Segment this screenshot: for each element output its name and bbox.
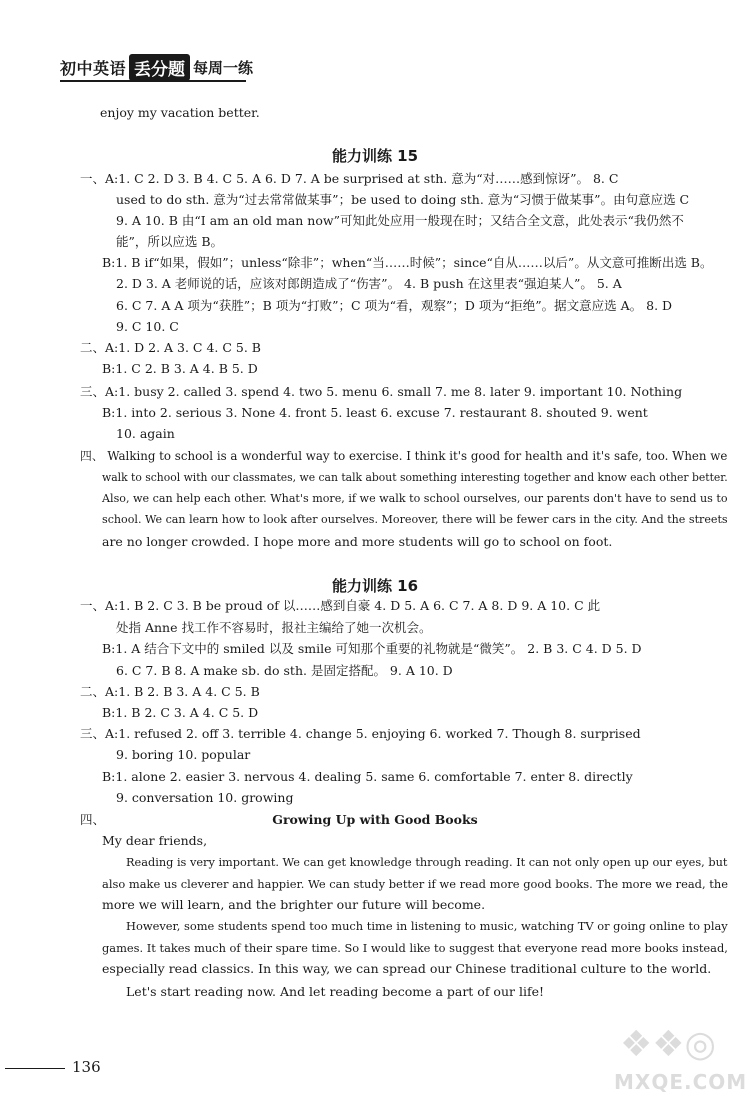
- essay-title: Growing Up with Good Books: [272, 812, 478, 827]
- header-rule: [60, 80, 246, 82]
- section-15-title: 能力训练 15: [331, 147, 419, 165]
- answer-line: 10. again: [116, 426, 175, 441]
- watermark-logo-icon: ❖❖◎: [620, 1024, 716, 1065]
- top-line: enjoy my vacation better.: [100, 105, 260, 120]
- answer-line: 一、A:1. B 2. C 3. B be proud of 以……感到自豪 4. D 5. A 6. C 7. A 8. D 9. A 10. C 此: [80, 598, 601, 613]
- answer-line: 三、A:1. busy 2. called 3. spend 4. two 5. menu 6. small 7. me 8. later 9. important 10. Nothing: [80, 384, 683, 399]
- answer-line: B:1. B 2. C 3. A 4. C 5. D: [102, 705, 259, 720]
- answer-line: 处指 Anne 找工作不容易时，报社主编给了她一次机会。: [116, 620, 432, 635]
- essay-line: more we will learn, and the brighter our future will become.: [102, 897, 486, 912]
- watermark-url: MXQE.COM: [614, 1070, 748, 1094]
- answer-line: 一、A:1. C 2. D 3. B 4. C 5. A 6. D 7. A be surprised at sth. 意为“对……感到惊讶”。 8. C: [80, 171, 619, 186]
- answer-line: 9. boring 10. popular: [116, 747, 251, 762]
- answer-line: 9. conversation 10. growing: [116, 790, 294, 805]
- essay-line: are no longer crowded. I hope more and more students will go to school on foot.: [102, 534, 613, 549]
- essay-line: 四、 Walking to school is a wonderful way to exercise. I think it's good for health and it's safe, too. When we: [80, 449, 728, 463]
- answer-line: 能”，所以应选 B。: [116, 234, 224, 249]
- essay-line: Let's start reading now. And let reading become a part of our life!: [126, 984, 544, 999]
- answer-line: 6. C 7. B 8. A make sb. do sth. 是固定搭配。 9. A 10. D: [116, 663, 453, 678]
- answer-line: 9. A 10. B 由“I am an old man now”可知此处应用一般现在时；又结合全文意，此处表示“我仍然不: [116, 213, 684, 228]
- watermark: [614, 1024, 746, 1096]
- essay-line: walk to school with our classmates, we can talk about something interesting together and know each other better.: [102, 471, 728, 484]
- answer-line: 二、A:1. D 2. A 3. C 4. C 5. B: [80, 340, 261, 355]
- header-series: 初中英语: [60, 58, 127, 78]
- section-16-title: 能力训练 16: [331, 577, 419, 595]
- essay-line: My dear friends,: [102, 833, 208, 848]
- essay-line: Reading is very important. We can get knowledge through reading. It can not only open up our eyes, but: [126, 855, 728, 869]
- answer-line: 2. D 3. A 老师说的话，应该对郎朗造成了“伤害”。 4. B push 在这里表“强迫某人”。 5. A: [116, 276, 622, 291]
- answer-line: 三、A:1. refused 2. off 3. terrible 4. change 5. enjoying 6. worked 7. Though 8. surprised: [80, 726, 641, 741]
- essay-line: also make us cleverer and happier. We can study better if we read more good books. The more we read, the: [102, 877, 729, 891]
- answer-line: used to do sth. 意为“过去常常做某事”；be used to doing sth. 意为“习惯于做某事”。由句意应选 C: [116, 192, 690, 207]
- answer-line: 四、: [80, 812, 106, 827]
- answer-line: B:1. alone 2. easier 3. nervous 4. dealing 5. same 6. comfortable 7. enter 8. directly: [102, 769, 633, 784]
- answer-line: B:1. A 结合下文中的 smiled 以及 smile 可知那个重要的礼物就是“微笑”。 2. B 3. C 4. D 5. D: [102, 641, 642, 656]
- essay-line: However, some students spend too much time in listening to music, watching TV or going online to play: [126, 919, 728, 933]
- essay-line: especially read classics. In this way, we can spread our Chinese traditional culture to the world.: [102, 961, 712, 976]
- answer-line: 9. C 10. C: [116, 319, 179, 334]
- header-subtitle: 每周一练: [193, 58, 254, 77]
- answer-line: B:1. C 2. B 3. A 4. B 5. D: [102, 361, 258, 376]
- footer-rule: [5, 1068, 65, 1069]
- header-brand: 丢分题: [129, 54, 190, 81]
- essay-line: games. It takes much of their spare time. So I would like to suggest that everyone read more books instead,: [102, 941, 728, 955]
- answer-line: 二、A:1. B 2. B 3. A 4. C 5. B: [80, 684, 260, 699]
- answer-line: 6. C 7. A A 项为“获胜”；B 项为“打败”；C 项为“看，观察”；D 项为“拒绝”。据文意应选 A。 8. D: [116, 298, 673, 313]
- page-number: 136: [72, 1058, 101, 1076]
- page-header: [60, 52, 253, 82]
- essay-line: Also, we can help each other. What's more, if we walk to school ourselves, our parents don't have to send us to: [102, 492, 728, 505]
- essay-line: school. We can learn how to look after ourselves. Moreover, there will be fewer cars in the city. And the streets: [102, 513, 728, 526]
- answer-line: B:1. B if“如果，假如”；unless“除非”；when“当……时候”；since“自从……以后”。从文意可推断出选 B。: [102, 255, 713, 270]
- answer-line: B:1. into 2. serious 3. None 4. front 5. least 6. excuse 7. restaurant 8. shouted 9. went: [102, 405, 648, 420]
